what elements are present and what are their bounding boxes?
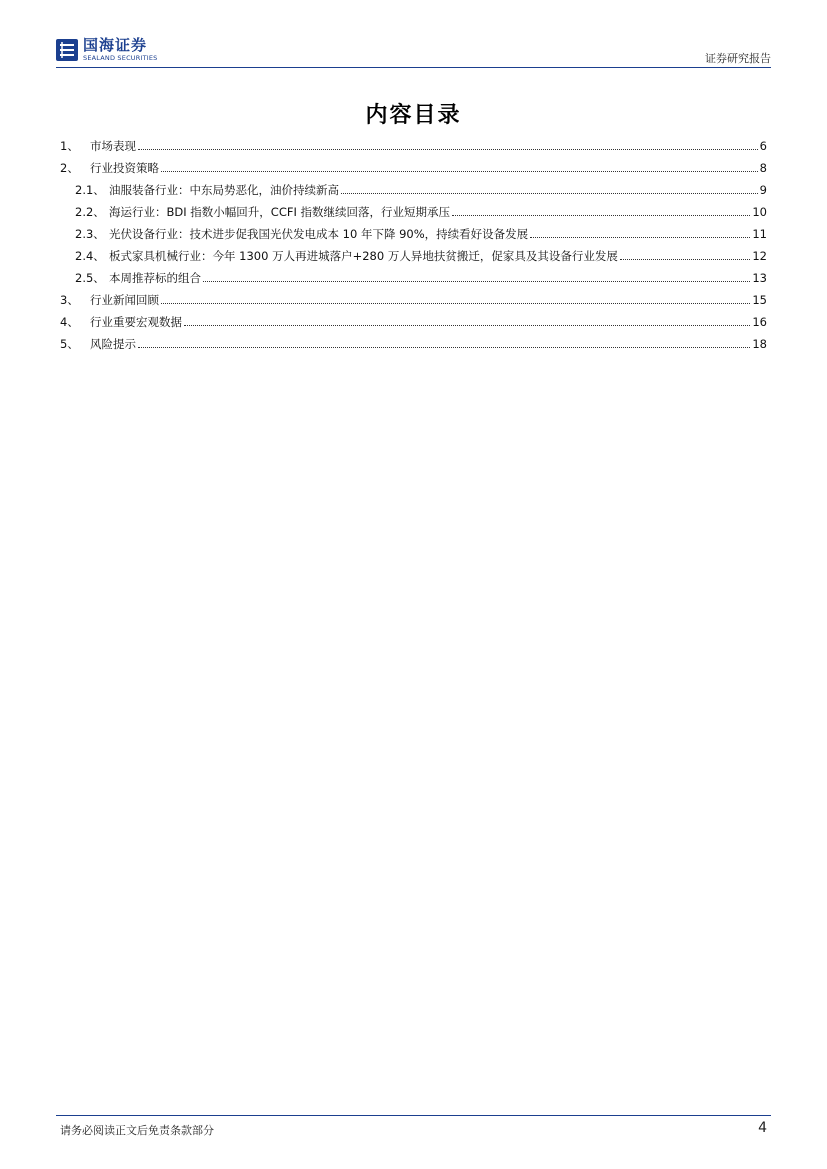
logo-english-name: SEALAND SECURITIES <box>83 54 158 63</box>
sealand-logo-icon <box>56 39 78 61</box>
toc-entry-label: 行业投资策略 <box>90 161 159 175</box>
toc-entry-number: 1、 <box>60 139 79 153</box>
toc-entry-page: 13 <box>752 271 767 285</box>
toc-entry-label: 油服装备行业：中东局势恶化，油价持续新高 <box>109 183 339 197</box>
toc-entry-number: 4、 <box>60 315 79 329</box>
toc-entry-number: 3、 <box>60 293 79 307</box>
toc-entry-label: 本周推荐标的组合 <box>109 271 201 285</box>
toc-entry[interactable] <box>60 160 767 182</box>
toc-entry-label: 板式家具机械行业：今年 1300 万人再进城落户+280 万人异地扶贫搬迁，促家具及其设备行业发展 <box>109 249 618 263</box>
toc-dot-leader <box>530 236 750 238</box>
toc-entry[interactable] <box>60 248 767 270</box>
page-number: 4 <box>758 1120 767 1136</box>
toc-dot-leader <box>620 258 751 260</box>
toc-entry-page: 12 <box>752 249 767 263</box>
toc-dot-leader <box>341 192 758 194</box>
toc-entry[interactable] <box>60 182 767 204</box>
toc-entry-page: 18 <box>752 337 767 351</box>
footer-disclaimer: 请务必阅读正文后免责条款部分 <box>60 1124 214 1137</box>
toc-entry-page: 16 <box>752 315 767 329</box>
toc-dot-leader <box>161 302 750 304</box>
toc-entry-page: 6 <box>759 139 767 153</box>
toc-entry-page: 9 <box>759 183 767 197</box>
toc-entry-number: 5、 <box>60 337 79 351</box>
toc-entry-label: 行业重要宏观数据 <box>90 315 182 329</box>
toc-dot-leader <box>184 324 750 326</box>
toc-entry-number: 2、 <box>60 161 79 175</box>
toc-entry[interactable] <box>60 336 767 358</box>
toc-entry-page: 15 <box>752 293 767 307</box>
toc-entry-number: 2.1、 <box>75 183 105 197</box>
toc-dot-leader <box>203 280 750 282</box>
toc-dot-leader <box>138 346 750 348</box>
toc-entry-number: 2.3、 <box>75 227 105 241</box>
page-title: 内容目录 <box>365 103 462 128</box>
footer-divider <box>56 1115 771 1116</box>
toc-dot-leader <box>138 148 758 150</box>
toc-entry[interactable] <box>60 292 767 314</box>
toc-entry[interactable] <box>60 314 767 336</box>
toc-entry-label: 光伏设备行业：技术进步促我国光伏发电成本 10 年下降 90%，持续看好设备发展 <box>109 227 529 241</box>
table-of-contents <box>60 138 767 358</box>
toc-entry[interactable] <box>60 270 767 292</box>
toc-entry-number: 2.5、 <box>75 271 105 285</box>
toc-entry-number: 2.2、 <box>75 205 105 219</box>
toc-entry-number: 2.4、 <box>75 249 105 263</box>
toc-entry-label: 市场表现 <box>90 139 136 153</box>
company-logo <box>56 36 158 64</box>
header-divider <box>56 67 771 68</box>
page-header <box>56 36 771 66</box>
toc-dot-leader <box>452 214 750 216</box>
toc-entry[interactable] <box>60 204 767 226</box>
toc-entry-label: 海运行业：BDI 指数小幅回升，CCFI 指数继续回落，行业短期承压 <box>109 205 451 219</box>
toc-entry-page: 8 <box>759 161 767 175</box>
toc-entry-label: 行业新闻回顾 <box>90 293 159 307</box>
toc-entry-page: 10 <box>752 205 767 219</box>
toc-entry-page: 11 <box>752 227 767 241</box>
report-type-label: 证券研究报告 <box>705 52 771 65</box>
toc-entry[interactable] <box>60 226 767 248</box>
toc-entry-label: 风险提示 <box>90 337 136 351</box>
toc-dot-leader <box>161 170 758 172</box>
logo-chinese-name: 国海证券 <box>83 36 148 55</box>
toc-entry[interactable] <box>60 138 767 160</box>
